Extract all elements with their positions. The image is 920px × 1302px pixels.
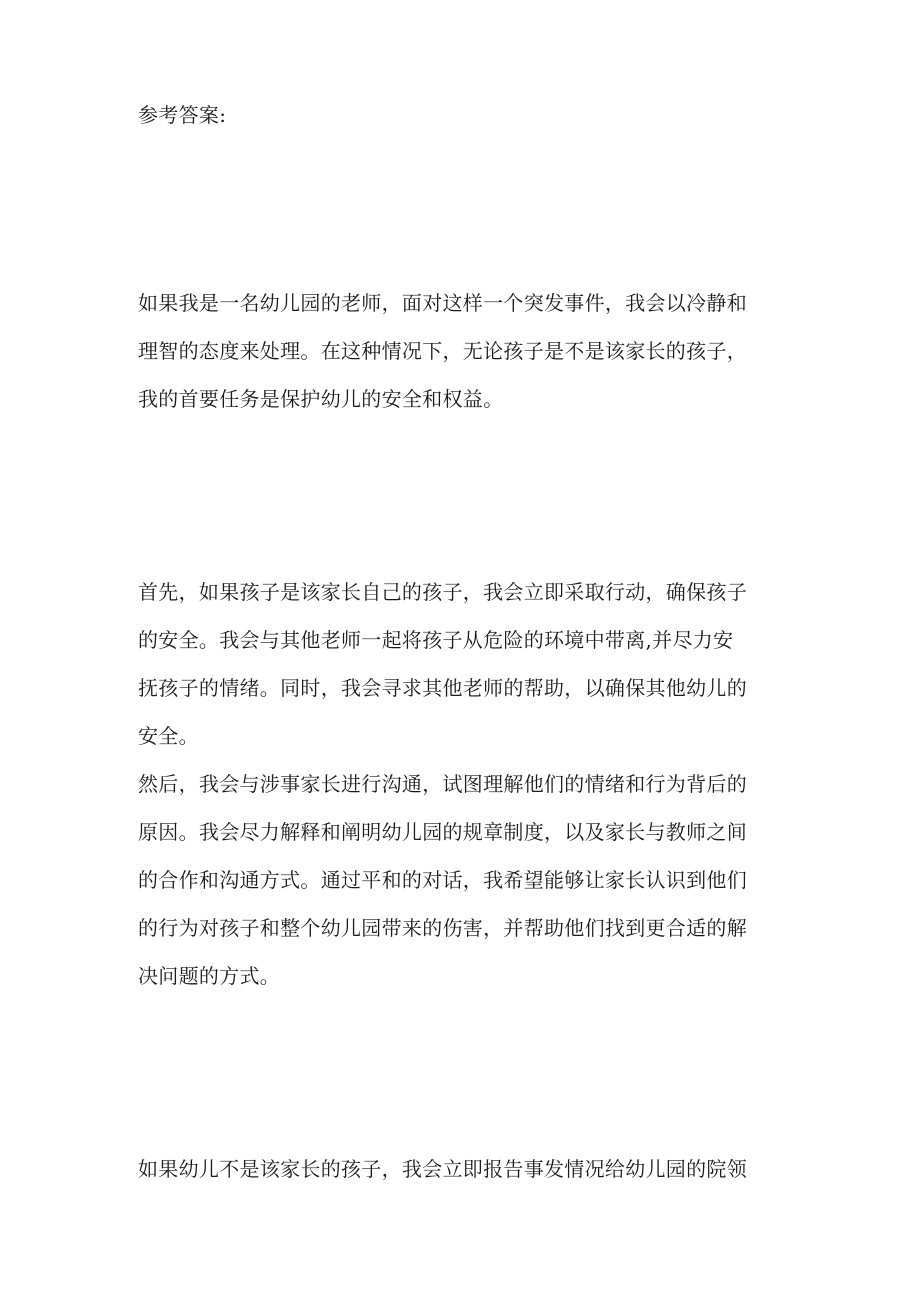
paragraph-line: 首先，如果孩子是该家长自己的孩子，我会立即采取行动，确保孩子 <box>138 580 747 604</box>
paragraph-line: 如果幼儿不是该家长的孩子，我会立即报告事发情况给幼儿园的院领 <box>138 1157 747 1181</box>
paragraph-line: 原因。我会尽力解释和阐明幼儿园的规章制度，以及家长与教师之间 <box>138 820 747 844</box>
paragraph-line: 我的首要任务是保护幼儿的安全和权益。 <box>138 387 504 411</box>
paragraph-line: 如果我是一名幼儿园的老师，面对这样一个突发事件，我会以冷静和 <box>138 291 747 315</box>
answer-heading: 参考答案: <box>138 103 227 127</box>
paragraph-line: 的安全。我会与其他老师一起将孩子从危险的环境中带离,并尽力安 <box>138 628 734 652</box>
paragraph-line: 的合作和沟通方式。通过平和的对话，我希望能够让家长认识到他们 <box>138 868 747 892</box>
paragraph-line: 安全。 <box>138 724 199 748</box>
paragraph-line: 抚孩子的情绪。同时，我会寻求其他老师的帮助，以确保其他幼儿的 <box>138 676 747 700</box>
paragraph-line: 理智的态度来处理。在这种情况下，无论孩子是不是该家长的孩子， <box>138 339 747 363</box>
paragraph-line: 然后，我会与涉事家长进行沟通，试图理解他们的情绪和行为背后的 <box>138 772 747 796</box>
paragraph-line: 的行为对孩子和整个幼儿园带来的伤害，并帮助他们找到更合适的解 <box>138 916 747 940</box>
paragraph-line: 决问题的方式。 <box>138 964 281 988</box>
